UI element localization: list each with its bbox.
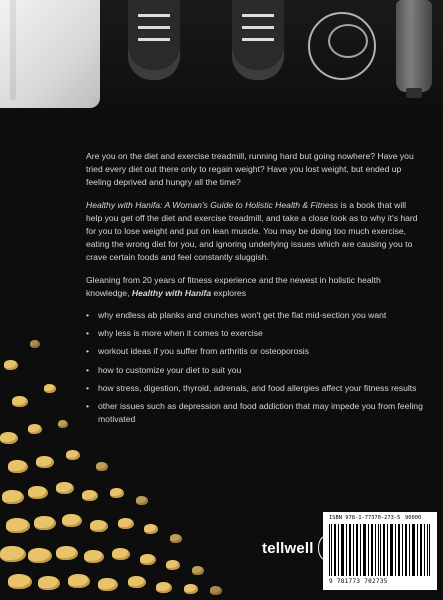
water-bottle-image: [396, 0, 432, 92]
publisher-logo: [262, 536, 326, 562]
description-paragraph: [86, 199, 424, 265]
list-item: • why less is more when it comes to exercise: [86, 327, 424, 340]
towel-image: [0, 0, 100, 108]
gleaning-lead: Gleaning from 20 years of fitness experience and the newest in holistic health knowledge,: [86, 274, 381, 298]
isbn-number: ISBN 978-1-77370-273-5: [329, 515, 401, 521]
list-item: • workout ideas if you suffer from arthritis or osteoporosis: [86, 345, 424, 358]
list-item: • how stress, digestion, thyroid, adrenals, and food allergies affect your fitness results: [86, 382, 424, 395]
book-title: Healthy with Hanifa: A Woman's Guide to Holistic Health & Fitness: [86, 199, 339, 210]
barcode-bars: [329, 524, 431, 576]
book-description: is a book that will help you get off the diet and exercise treadmill, and take a close look as to why it's hard for you to lose weight and put on lean muscle. You may be doing too much exercise, eating the wrong diet for you, and ignoring underlying issues which are causing you to crave certain foods and feel constantly sluggish.: [86, 199, 418, 263]
price-code: 90000: [405, 515, 422, 521]
gleaning-tail: explores: [213, 287, 247, 298]
gleaning-paragraph: [86, 274, 424, 300]
fitness-photo: [0, 0, 443, 120]
left-shoe-image: [128, 0, 180, 80]
publisher-name: tellwell: [262, 540, 314, 557]
list-item: • other issues such as depression and food addiction that may impede you from feeling motivated: [86, 400, 424, 426]
gleaning-bold-title: Healthy with Hanifa: [131, 287, 212, 298]
right-shoe-image: [232, 0, 284, 80]
cover-copy: [86, 150, 424, 431]
list-item: • why endless ab planks and crunches won't get the flat mid-section you want: [86, 309, 424, 322]
barcode-digits: 9 781773 702735: [329, 578, 388, 585]
earphones-image: [308, 12, 376, 80]
topics-list: [86, 309, 424, 426]
intro-paragraph: Are you on the diet and exercise treadmill, running hard but going nowhere? Have you tried every diet out there only to regain weight? Have you lost weight, but ended up feeling deprived and hungry all the time?: [86, 151, 414, 188]
isbn-barcode: [323, 512, 437, 590]
list-item: • how to customize your diet to suit you: [86, 364, 424, 377]
